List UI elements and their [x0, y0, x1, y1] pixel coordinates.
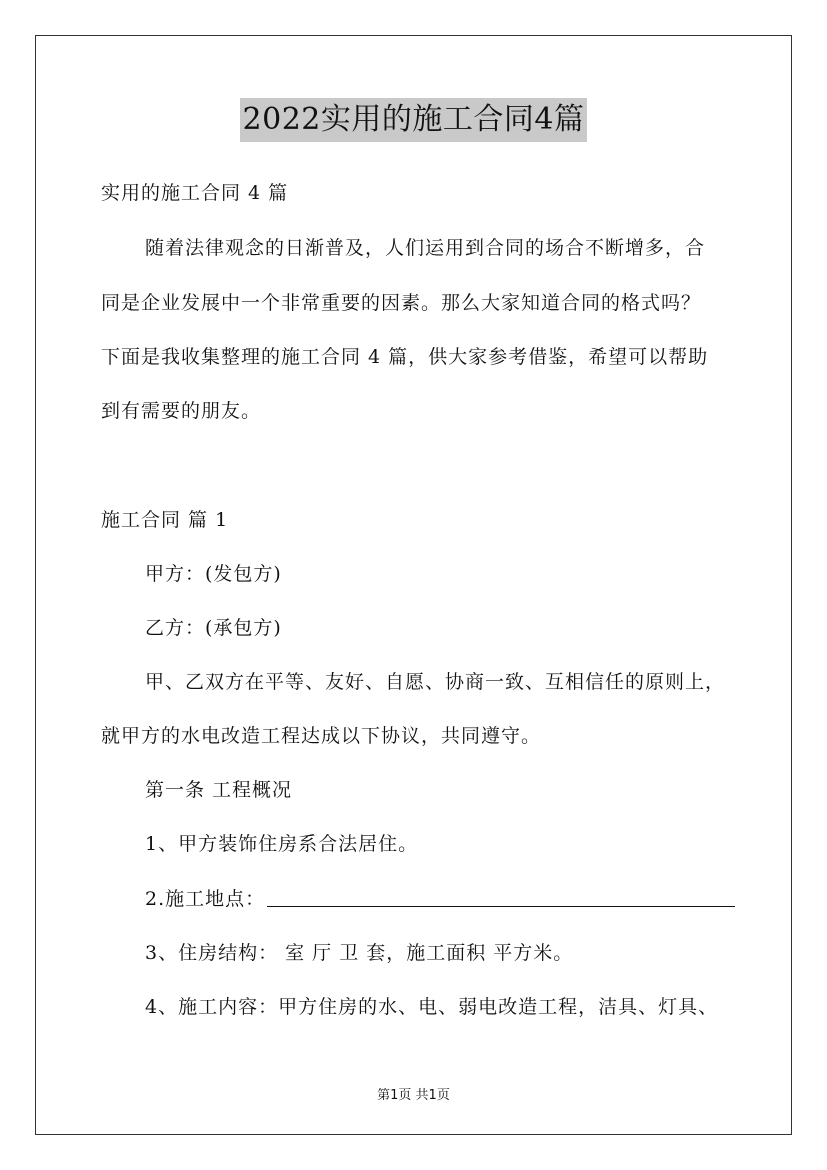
paragraph-line: 同是企业发展中一个非常重要的因素。那么大家知道合同的格式吗？	[101, 292, 702, 314]
title-container	[0, 98, 827, 142]
clause-line: 4、施工内容：甲方住房的水、电、弱电改造工程，洁具、灯具、	[145, 996, 719, 1018]
subtitle-line: 实用的施工合同 4 篇	[101, 182, 289, 204]
paragraph-line: 甲、乙双方在平等、友好、自愿、协商一致、互相信任的原则上，	[145, 671, 726, 693]
page-footer: 第1页 共1页	[377, 1088, 450, 1103]
clause-line: 3、住房结构： 室 厅 卫 套，施工面积 平方米。	[145, 942, 574, 964]
location-label: 2.施工地点：	[145, 888, 266, 910]
paragraph-line: 就甲方的水电改造工程达成以下协议，共同遵守。	[101, 725, 542, 747]
section-heading: 施工合同 篇 1	[101, 509, 229, 531]
document-title: 2022实用的施工合同4篇	[240, 98, 588, 142]
paragraph-line: 下面是我收集整理的施工合同 4 篇，供大家参考借鉴，希望可以帮助	[101, 346, 709, 368]
paragraph-line: 随着法律观念的日渐普及，人们运用到合同的场合不断增多，合	[145, 237, 706, 259]
article-heading: 第一条 工程概况	[145, 779, 293, 801]
paragraph-line: 到有需要的朋友。	[101, 400, 262, 422]
party-a-line: 甲方：(发包方)	[145, 563, 282, 585]
clause-line-location	[145, 886, 735, 912]
blank-underline	[267, 888, 735, 907]
party-b-line: 乙方：(承包方)	[145, 617, 282, 639]
clause-line: 1、甲方装饰住房系合法居住。	[145, 833, 419, 855]
